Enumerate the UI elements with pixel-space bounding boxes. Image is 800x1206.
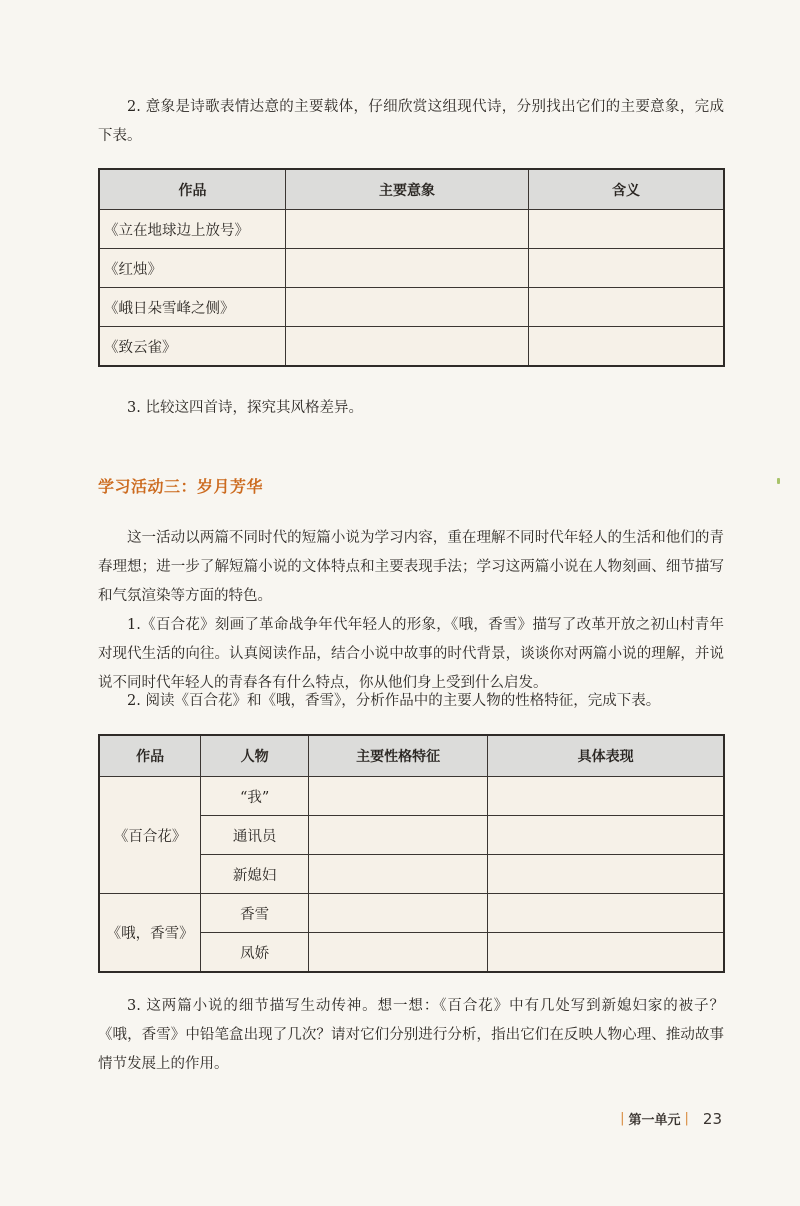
decorative-mark — [777, 478, 780, 484]
table-row — [99, 894, 724, 933]
character-cell: 香雪 — [201, 894, 309, 933]
empty-cell — [308, 816, 487, 855]
activity-item-2: 2. 阅读《百合花》和《哦，香雪》，分析作品中的主要人物的性格特征，完成下表。 — [127, 693, 661, 709]
empty-cell — [308, 933, 487, 973]
table-row — [99, 777, 724, 816]
column-header-character: 人物 — [201, 735, 309, 777]
question-3-text: 3. 比较这四首诗，探究其风格差异。 — [127, 400, 363, 416]
character-cell: 凤娇 — [201, 933, 309, 973]
character-cell: 通讯员 — [201, 816, 309, 855]
footer-bar: | — [620, 1111, 625, 1126]
table-row — [99, 327, 724, 367]
empty-cell — [488, 816, 724, 855]
empty-cell — [488, 894, 724, 933]
work-title-cell: 《哦，香雪》 — [99, 894, 201, 973]
empty-cell — [285, 249, 528, 288]
imagery-table — [98, 168, 725, 367]
work-title-cell: 《红烛》 — [99, 249, 285, 288]
table-header-row — [99, 169, 724, 210]
intro-paragraph: 这一活动以两篇不同时代的短篇小说为学习内容，重在理解不同时代年轻人的生活和他们的青春理想；进一步了解短篇小说的文体特点和主要表现手法；学习这两篇小说在人物刻画、细节描写和气氛渲染等方面的特色。 — [98, 530, 724, 604]
empty-cell — [529, 249, 724, 288]
column-header-traits: 主要性格特征 — [308, 735, 487, 777]
character-table — [98, 734, 725, 973]
page-footer — [616, 1109, 722, 1128]
column-header-work: 作品 — [99, 169, 285, 210]
work-title-cell: 《致云雀》 — [99, 327, 285, 367]
empty-cell — [529, 288, 724, 327]
table-header-row — [99, 735, 724, 777]
column-header-imagery: 主要意象 — [285, 169, 528, 210]
page-number: 23 — [702, 1109, 722, 1128]
work-title-cell: 《立在地球边上放号》 — [99, 210, 285, 249]
empty-cell — [529, 327, 724, 367]
work-title-cell: 《百合花》 — [99, 777, 201, 894]
question-2-intro: 2. 意象是诗歌表情达意的主要载体，仔细欣赏这组现代诗，分别找出它们的主要意象，完成下表。 — [98, 99, 724, 144]
empty-cell — [285, 210, 528, 249]
empty-cell — [285, 327, 528, 367]
section-title: 学习活动三：岁月芳华 — [98, 477, 264, 496]
column-header-work: 作品 — [99, 735, 201, 777]
work-title-cell: 《峨日朵雪峰之侧》 — [99, 288, 285, 327]
empty-cell — [488, 855, 724, 894]
empty-cell — [308, 777, 487, 816]
empty-cell — [488, 933, 724, 973]
character-cell: 新媳妇 — [201, 855, 309, 894]
table-row — [99, 210, 724, 249]
column-header-meaning: 含义 — [529, 169, 724, 210]
empty-cell — [285, 288, 528, 327]
activity-item-1: 1.《百合花》刻画了革命战争年代年轻人的形象，《哦，香雪》描写了改革开放之初山村青年对现代生活的向往。认真阅读作品，结合小说中故事的时代背景，谈谈你对两篇小说的理解，并说说不同时代年轻人的青春各有什么特点，你从他们身上受到什么启发。 — [98, 617, 724, 691]
empty-cell — [529, 210, 724, 249]
empty-cell — [488, 777, 724, 816]
table-row — [99, 249, 724, 288]
footer-unit-label: 第一单元 — [628, 1113, 681, 1128]
empty-cell — [308, 855, 487, 894]
empty-cell — [308, 894, 487, 933]
character-cell: “我” — [201, 777, 309, 816]
activity-item-3: 3. 这两篇小说的细节描写生动传神。想一想：《百合花》中有几处写到新媳妇家的被子？《哦，香雪》中铅笔盒出现了几次？请对它们分别进行分析，指出它们在反映人物心理、推动故事情节发展上的作用。 — [98, 998, 724, 1072]
footer-bar: | — [684, 1111, 689, 1126]
table-row — [99, 288, 724, 327]
column-header-details: 具体表现 — [488, 735, 724, 777]
